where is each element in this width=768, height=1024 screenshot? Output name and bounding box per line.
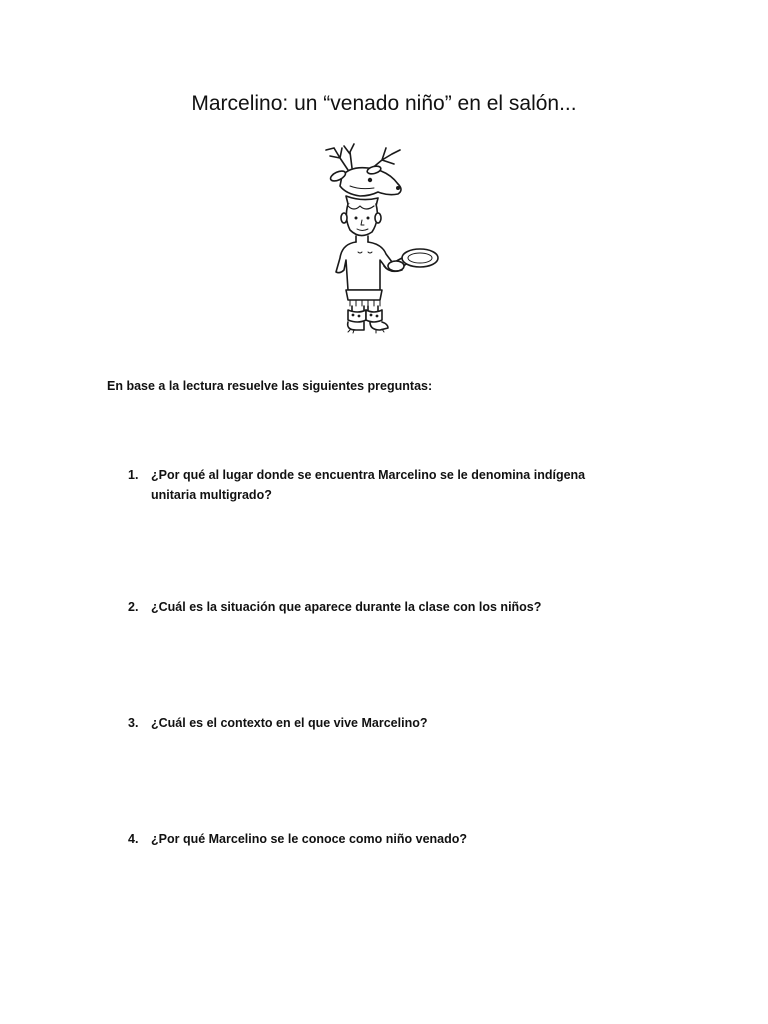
question-text: ¿Cuál es el contexto en el que vive Marcelino? (151, 716, 428, 730)
question-item (128, 713, 628, 733)
question-text: ¿Por qué Marcelino se le conoce como niño venado? (151, 832, 468, 846)
question-item (128, 465, 628, 505)
question-number: 2. (128, 600, 139, 614)
question-number: 4. (128, 832, 139, 846)
question-number: 3. (128, 716, 139, 730)
deer-boy-illustration (290, 140, 465, 335)
question-text: ¿Cuál es la situación que aparece durante la clase con los niños? (151, 600, 542, 614)
page-title: Marcelino: un “venado niño” en el salón... (191, 92, 577, 115)
question-text: ¿Por qué al lugar donde se encuentra Marcelino se le denomina indígena unitaria multigrado? (151, 468, 586, 502)
instructions-text: En base a la lectura resuelve las siguientes preguntas: (107, 379, 433, 393)
question-item (128, 829, 628, 849)
question-item (128, 597, 628, 617)
question-number: 1. (128, 468, 139, 482)
